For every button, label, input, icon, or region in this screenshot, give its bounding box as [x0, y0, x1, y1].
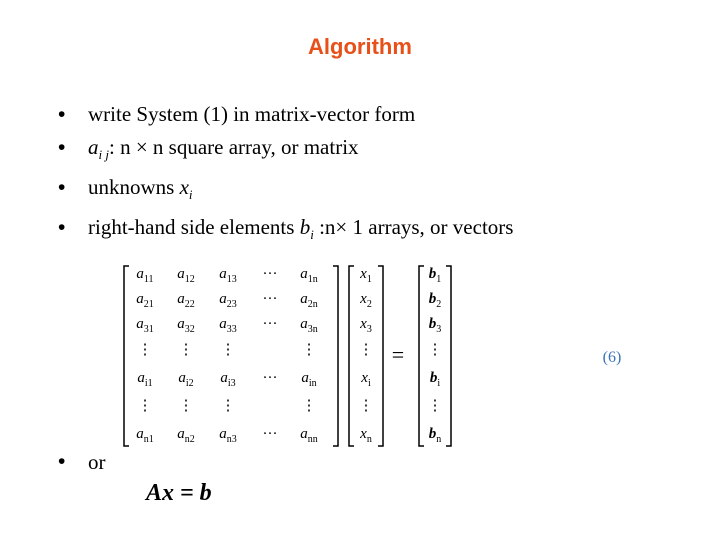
matrix-a-cell: ⋮ [220, 342, 236, 358]
matrix-a-cell: $a_{3n}$ [300, 316, 318, 335]
vector-x [359, 266, 374, 445]
matrix-a-cell: ⋮ [137, 398, 153, 414]
matrix-a-cell: $a_{nn}$ [300, 426, 318, 445]
matrix-a-cell: $a_{13}$ [219, 266, 237, 285]
vector-b-cell: $b_n$ [428, 426, 442, 445]
vector-x-cell: $x_2$ [360, 291, 372, 310]
vector-x-cell: ⋮ [358, 398, 374, 414]
matrix-a-cell: $a_{22}$ [177, 291, 195, 310]
matrix-a-cell: ··· [262, 316, 278, 332]
matrix-a-cell: ⋮ [301, 342, 317, 358]
vector-b-cell: $b_2$ [428, 291, 442, 310]
equation-number: (6) [602, 349, 622, 366]
vector-b-cell: $b_1$ [428, 266, 442, 285]
matrix-a-cell: $a_{12}$ [177, 266, 195, 285]
matrix-a-cell: $a_{i3}$ [220, 370, 236, 389]
vector-b-cell: $b_3$ [428, 316, 442, 335]
matrix-a-cell: $a_{in}$ [301, 370, 317, 389]
var-x: x [179, 175, 189, 200]
matrix-a-cell: $a_{i2}$ [178, 370, 194, 389]
matrix-a-cell: ⋮ [301, 398, 317, 414]
matrix-a-cell: $a_{n3}$ [219, 426, 237, 445]
matrix-a-cell: $a_{i1}$ [137, 370, 153, 389]
vector-x-cell: $x_3$ [360, 316, 372, 335]
bullet-rhs-vectors: • right-hand side elements $b_i$ :n× 1 arrays, or vectors [58, 211, 513, 251]
matrix-a-cell: ··· [262, 266, 278, 282]
matrix-a-cell: $a_{n1}$ [136, 426, 154, 445]
equals-sign: = [391, 342, 405, 367]
matrix-a-cell: $a_{11}$ [136, 266, 154, 285]
slide-title: Algorithm [308, 34, 412, 59]
matrix-a-cell: $a_{21}$ [136, 291, 154, 310]
vector-b-cell: ⋮ [427, 398, 443, 414]
matrix-a-cell: ⋮ [178, 398, 194, 414]
sub-ij: i j [98, 147, 109, 163]
matrix-a-cell: ⋮ [178, 342, 194, 358]
matrix-a-cell: $a_{n2}$ [177, 426, 195, 445]
bullet-unknowns: • unknowns $x_i$ [58, 171, 513, 211]
matrix-a-cell: $a_{31}$ [136, 316, 154, 335]
vector-x-cell: $x_i$ [361, 370, 371, 389]
vector-x-cell: $x_1$ [360, 266, 372, 285]
sub-i: i [188, 187, 193, 203]
matrix-a-cell: ··· [262, 291, 278, 307]
matrix-a-cell: $a_{1n}$ [300, 266, 318, 285]
matrix-a-cell: $a_{32}$ [177, 316, 195, 335]
vector-x-cell: ⋮ [358, 342, 374, 358]
sub-i-b: i [310, 227, 314, 243]
matrix-a [136, 266, 318, 445]
bullet-matrix-a: • $a_{i j}$: n × n square array, or matrix [58, 131, 513, 171]
matrix-a-cell: $a_{23}$ [219, 291, 237, 310]
var-b: b [299, 215, 311, 240]
vector-b [428, 266, 443, 445]
var-a: a [88, 135, 99, 159]
bullet-or: • or [58, 450, 106, 475]
matrix-a-cell: $a_{2n}$ [300, 291, 318, 310]
vector-b-cell: ⋮ [427, 342, 443, 358]
compact-equation: Ax = b [146, 480, 212, 506]
matrix-a-cell: ⋮ [137, 342, 153, 358]
matrix-a-cell: $a_{33}$ [219, 316, 237, 335]
vector-x-cell: $x_n$ [360, 426, 372, 445]
matrix-a-cell: ⋮ [220, 398, 236, 414]
matrix-a-cell: ··· [262, 426, 278, 442]
bullet-matrix-vector-form: • write System (1) in matrix-vector form [58, 98, 513, 131]
vector-b-cell: $b_i$ [429, 370, 441, 389]
matrix-a-cell: ··· [262, 370, 278, 386]
